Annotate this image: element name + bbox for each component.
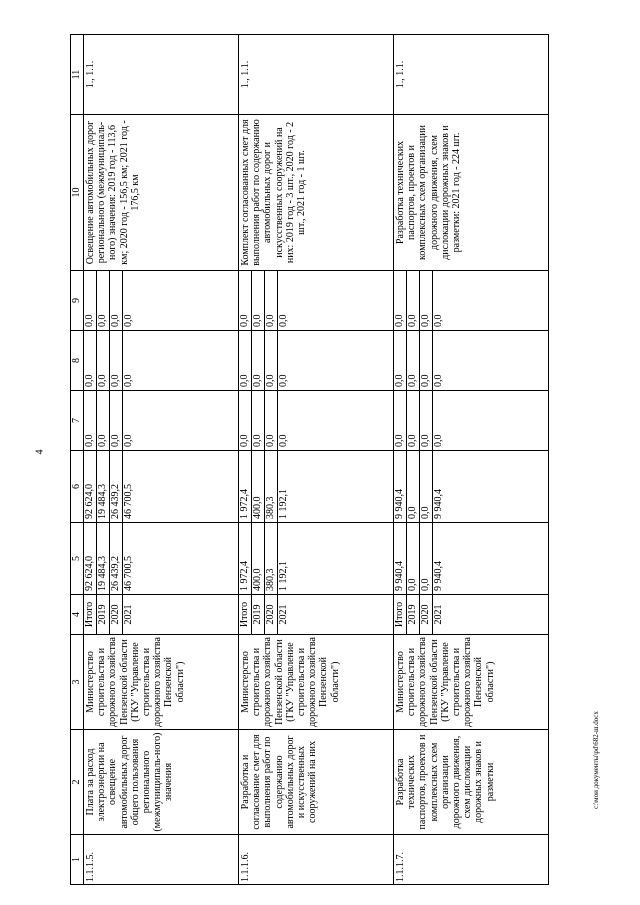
column-header: 8 — [71, 331, 84, 391]
funding-value: 0,0 — [394, 391, 407, 450]
column-header: 7 — [71, 391, 84, 451]
funding-col7-cell — [394, 391, 549, 451]
activity-name: Разработка технических паспортов, проектов и комплексных схем организации дорожного движения, схем дислокации дорожных знаков и разметки — [394, 730, 549, 835]
funding-col8-cell — [394, 331, 549, 391]
column-number-row — [71, 35, 84, 885]
column-header: 11 — [71, 35, 84, 115]
file-path-footer: c:\мои документы\pd\682-ш.docx — [592, 711, 600, 809]
funding-value: 0,0 — [278, 434, 289, 447]
regional-funding-cell — [394, 451, 549, 523]
funding-value: 92 624,0 — [84, 451, 97, 522]
funding-value: 0,0 — [420, 451, 433, 522]
funding-value: 0,0 — [394, 331, 407, 390]
funding-value: 19 484,3 — [97, 451, 110, 522]
funding-value: 1 972,4 — [239, 451, 252, 522]
activity-executor: Министерство строительства и дорожного хозяйства Пензенской области (ГКУ "Управление строительства и дорожного хозяйства Пензенской области") — [394, 635, 549, 730]
funding-value: 9 940,4 — [394, 523, 407, 594]
funding-value: 0,0 — [407, 451, 420, 522]
funding-value: 0,0 — [433, 374, 444, 387]
funding-value: 0,0 — [420, 331, 433, 390]
year-label: 2020 — [265, 595, 278, 634]
year-label: 2021 — [433, 604, 444, 625]
funding-value: 0,0 — [278, 314, 289, 327]
funding-col8-cell — [84, 331, 239, 391]
funding-value: 0,0 — [420, 391, 433, 450]
funding-col7-cell — [84, 391, 239, 451]
funding-value: 0,0 — [407, 331, 420, 390]
funding-value: 0,0 — [420, 271, 433, 330]
funding-value: 0,0 — [265, 331, 278, 390]
indicator-link: 1., 1.1. — [394, 35, 549, 115]
column-header: 10 — [71, 115, 84, 271]
funding-value: 26 439,2 — [110, 451, 123, 522]
funding-value: 1 192,1 — [278, 489, 289, 519]
activity-executor: Министерство строительства и дорожного хозяйства Пензенской области (ГКУ "Управление строительства и дорожного хозяйства Пензенской области") — [84, 635, 239, 730]
funding-value: 400,0 — [252, 523, 265, 594]
funding-value: 0,0 — [123, 314, 134, 327]
expected-result: Комплект согласованных смет для выполнения работ по содержанию автомобильных дорог и искусственных сооружений на них: 2019 год - 3 шт., 2020 год - 2 шт., 2021 год - 1 шт. — [239, 115, 394, 271]
funding-value: 0,0 — [265, 271, 278, 330]
funding-value: 400,0 — [252, 451, 265, 522]
funding-value: 0,0 — [239, 331, 252, 390]
year-label: 2019 — [97, 595, 110, 634]
funding-value: 0,0 — [239, 391, 252, 450]
activity-name: Разработка и согласование смет для выполнения работ по содержанию автомобильных дорог и искусственных сооружений на них — [239, 730, 394, 835]
funding-value: 380,3 — [265, 451, 278, 522]
funding-value: 380,3 — [265, 523, 278, 594]
years-cell — [394, 595, 549, 635]
total-funding-cell — [84, 523, 239, 595]
regional-funding-cell — [239, 451, 394, 523]
funding-col8-cell — [239, 331, 394, 391]
expected-result: Освещение автомобильных дорог регионального (межмуниципаль-ного) значения: 2019 год - 113,6 км; 2020 год - 156,5 км; 2021 год - 176,5 км — [84, 115, 239, 271]
funding-value: 1 972,4 — [239, 523, 252, 594]
column-header: 2 — [71, 730, 84, 835]
year-label: 2019 — [252, 595, 265, 634]
funding-value: 0,0 — [407, 391, 420, 450]
funding-value: 46 700,5 — [123, 484, 134, 519]
years-cell — [239, 595, 394, 635]
funding-value: 0,0 — [97, 271, 110, 330]
year-label: 2020 — [110, 595, 123, 634]
funding-value: 0,0 — [84, 331, 97, 390]
activity-code: 1.1.1.6. — [239, 835, 394, 885]
funding-value: 0,0 — [110, 331, 123, 390]
funding-value: 0,0 — [123, 434, 134, 447]
funding-col9-cell — [84, 271, 239, 331]
funding-value: 0,0 — [110, 271, 123, 330]
funding-value: 0,0 — [433, 434, 444, 447]
column-header: 4 — [71, 595, 84, 635]
activity-code: 1.1.1.5. — [84, 835, 239, 885]
funding-value: 0,0 — [239, 271, 252, 330]
expected-result: Разработка технических паспортов, проектов и комплексных схем организации дорожного движения, схем дислокации дорожных знаков и разметки: 2021 год - 224 шт. — [394, 115, 549, 271]
activity-code: 1.1.1.7. — [394, 835, 549, 885]
funding-value: 0,0 — [407, 271, 420, 330]
years-cell — [84, 595, 239, 635]
funding-value: 0,0 — [278, 374, 289, 387]
year-label: Итого — [239, 595, 252, 634]
funding-value: 0,0 — [394, 271, 407, 330]
table-row — [239, 35, 394, 885]
column-header: 6 — [71, 451, 84, 523]
funding-value: 0,0 — [123, 374, 134, 387]
funding-value: 46 700,5 — [123, 556, 134, 591]
indicator-link: 1., 1.1. — [239, 35, 394, 115]
year-label: 2021 — [278, 604, 289, 625]
column-header: 9 — [71, 271, 84, 331]
regional-funding-cell — [84, 451, 239, 523]
funding-col7-cell — [239, 391, 394, 451]
activity-name: Плата за расход электроэнергии на освещение автомобильных дорог общего пользования регионального (межмуниципаль-ного) значения — [84, 730, 239, 835]
funding-value: 0,0 — [84, 271, 97, 330]
funding-value: 92 624,0 — [84, 523, 97, 594]
rotated-table-container — [70, 35, 595, 885]
funding-value: 9 940,4 — [433, 561, 444, 591]
indicator-link: 1., 1.1. — [84, 35, 239, 115]
funding-value: 0,0 — [97, 331, 110, 390]
funding-col9-cell — [239, 271, 394, 331]
funding-value: 0,0 — [265, 391, 278, 450]
program-activities-table — [70, 34, 549, 885]
funding-value: 0,0 — [97, 391, 110, 450]
funding-value: 0,0 — [252, 391, 265, 450]
column-header: 3 — [71, 635, 84, 730]
total-funding-cell — [394, 523, 549, 595]
funding-value: 1 192,1 — [278, 561, 289, 591]
funding-col9-cell — [394, 271, 549, 331]
funding-value: 9 940,4 — [394, 451, 407, 522]
year-label: Итого — [84, 595, 97, 634]
year-label: 2020 — [420, 595, 433, 634]
funding-value: 19 484,3 — [97, 523, 110, 594]
year-label: 2019 — [407, 595, 420, 634]
year-label: Итого — [394, 595, 407, 634]
column-header: 5 — [71, 523, 84, 595]
funding-value: 0,0 — [252, 271, 265, 330]
page-number: 4 — [34, 449, 46, 455]
funding-value: 26 439,2 — [110, 523, 123, 594]
funding-value: 0,0 — [433, 314, 444, 327]
funding-value: 0,0 — [84, 391, 97, 450]
total-funding-cell — [239, 523, 394, 595]
year-label: 2021 — [123, 604, 134, 625]
funding-value: 0,0 — [252, 331, 265, 390]
funding-value: 0,0 — [110, 391, 123, 450]
funding-value: 0,0 — [420, 523, 433, 594]
column-header: 1 — [71, 835, 84, 885]
table-row — [84, 35, 239, 885]
funding-value: 0,0 — [407, 523, 420, 594]
table-row — [394, 35, 549, 885]
funding-value: 9 940,4 — [433, 489, 444, 519]
activity-executor: Министерство строительства и дорожного хозяйства Пензенской области (ГКУ "Управление строительства и дорожного хозяйства Пензенской области") — [239, 635, 394, 730]
